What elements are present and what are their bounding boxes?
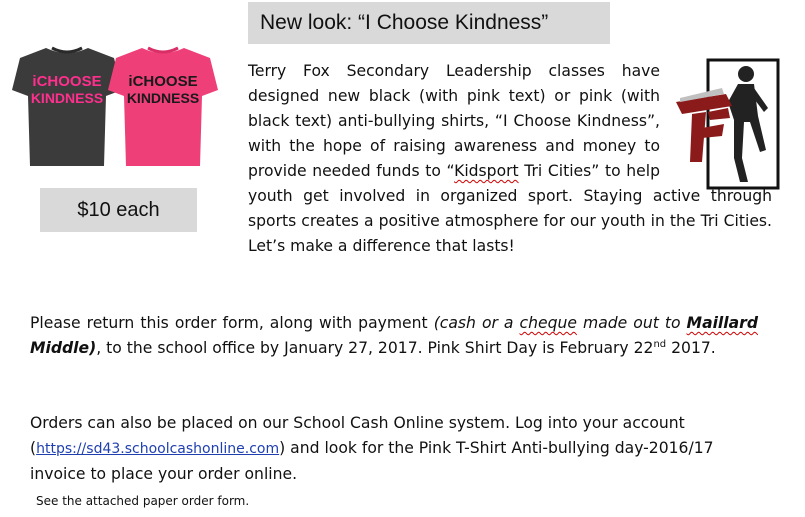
pink-shirt-line2: KINDNESS [126,90,200,106]
online-paragraph [30,411,758,487]
kidsport-word: Kidsport [454,162,519,180]
schoolcash-link[interactable]: https://sd43.schoolcashonline.com [36,441,280,457]
maillard-word: Maillard [686,314,758,332]
page-title: New look: “I Choose Kindness” [248,2,610,44]
price-label: $10 each [40,188,197,232]
order-text-part3: 2017. [666,339,716,357]
cheque-word: cheque [519,314,577,332]
order-text-part2: , to the school office by January 27, 2017. Pink Shirt Day is February 22 [96,339,654,357]
logo-spacer [660,59,772,184]
black-shirt-line1: iCHOOSE [32,73,102,90]
description-paragraph [248,59,772,259]
footer-note: See the attached paper order form. [36,494,250,508]
order-italic-b: made out to [576,314,687,332]
order-sup: nd [653,338,667,350]
order-italic-a: (cash or a [433,314,520,332]
description-text-a: Terry Fox Secondary Leadership classes have designed new black (with pink text) or pink (with black text) anti-bullying shirts, “I Choose Kindness”, with the hope of raising awareness and money to provide needed funds to “ [248,62,660,180]
black-shirt-line2: KINDNESS [30,90,104,106]
black-shirt [12,48,122,166]
pink-shirt [108,48,218,166]
online-text-part2: ) and look for the Pink T-Shirt Anti-bullying day-2016/17 invoice to place your order online. [30,439,714,483]
order-paragraph [30,311,758,361]
tshirts-image [12,42,222,172]
description-text-b: Tri Cities” to help youth get involved in organized sport. Staying active through sports creates a positive atmosphere for our youth in the Tri Cities. Let’s make a difference that lasts! [248,162,772,255]
online-text-part1: Orders can also be placed on our School Cash Online system. Log into your account ( [30,414,685,457]
order-bold-b: Middle) [30,339,97,357]
pink-shirt-line1: iCHOOSE [128,73,198,90]
order-text-part1: Please return this order form, along with payment [30,314,434,332]
